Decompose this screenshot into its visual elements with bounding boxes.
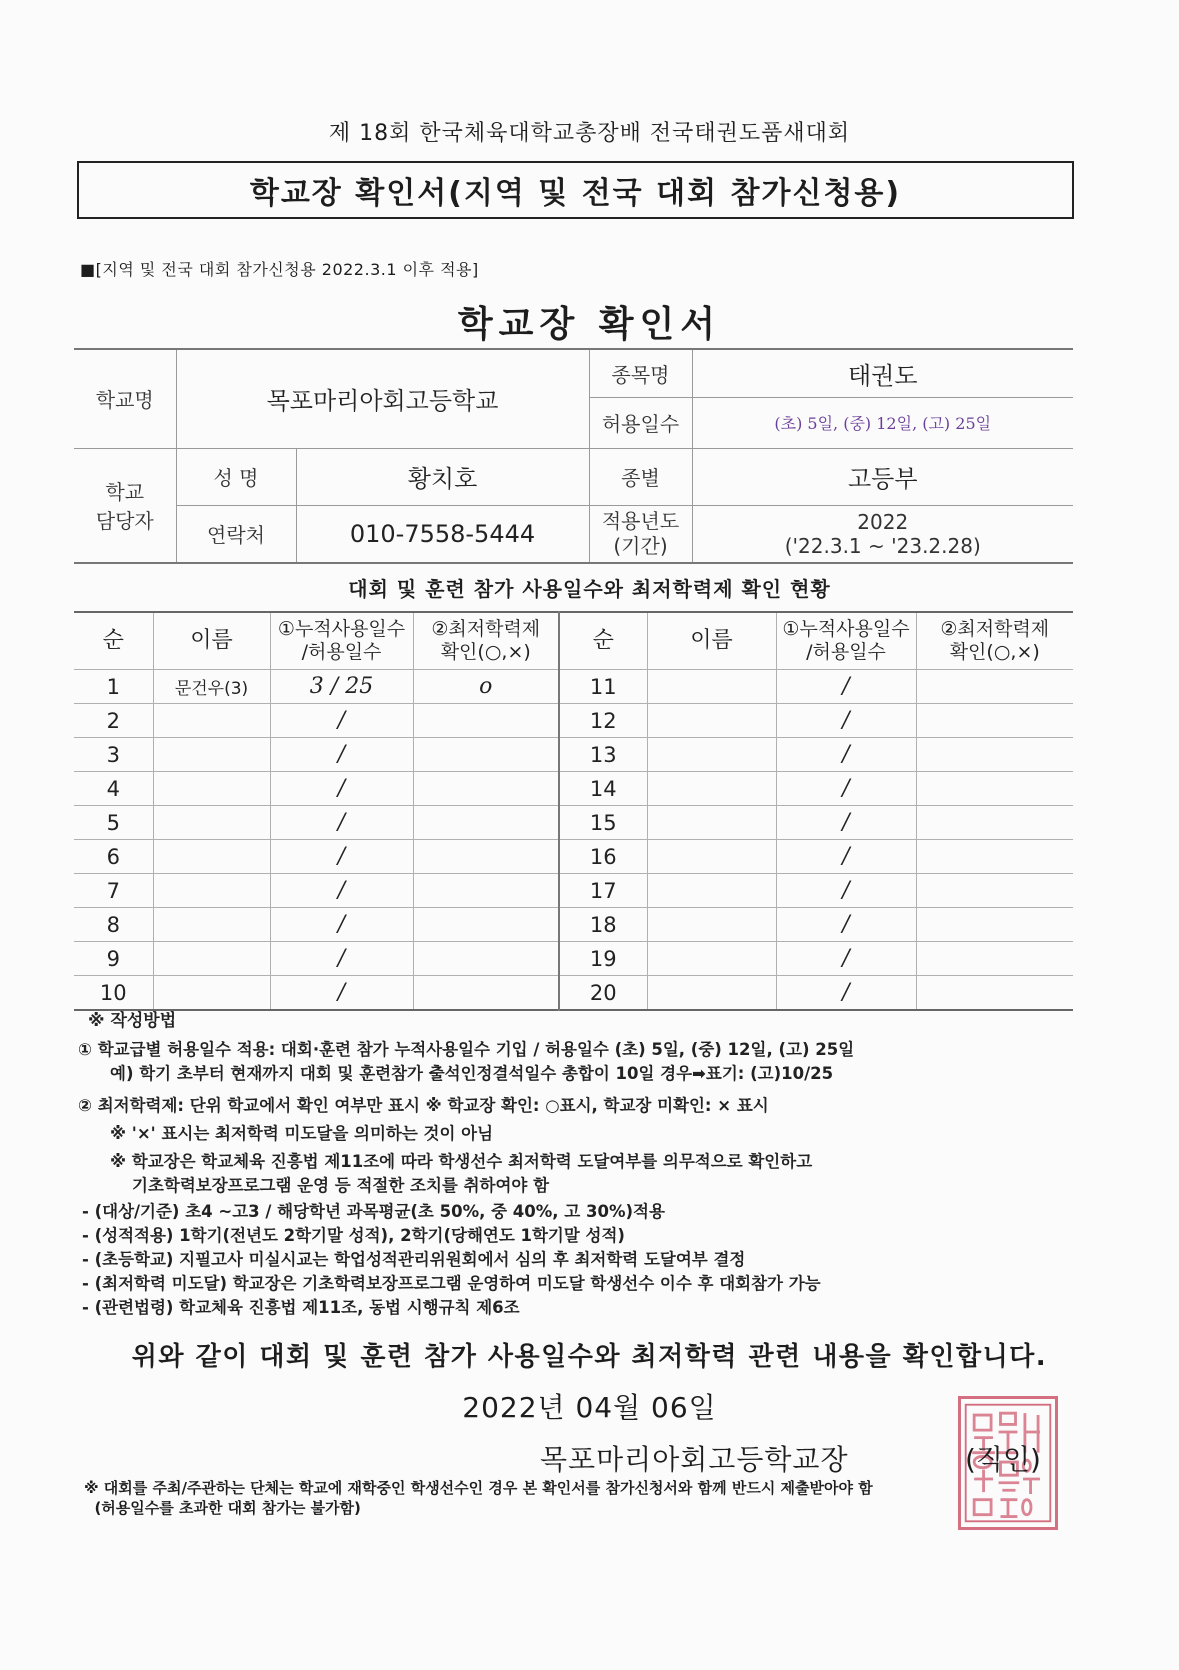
row-no: 18: [559, 908, 647, 942]
row-used-days: /: [776, 942, 916, 976]
row-used-days: /: [776, 874, 916, 908]
method-line: ① 학교급별 허용일수 적용: 대회·훈련 참가 누적사용일수 기입 / 허용일수 (초) 5일, (중) 12일, (고) 25일: [78, 1040, 855, 1059]
document-title-box: [77, 161, 1074, 219]
status-table: [74, 611, 1073, 1011]
header-no-right: 순: [559, 612, 647, 670]
row-no: 12: [559, 704, 647, 738]
row-min-academic: [413, 772, 559, 806]
row-name: [153, 704, 270, 738]
sport-value: 태권도: [692, 349, 1073, 397]
school-info-table: [74, 348, 1073, 564]
row-used-days: /: [776, 976, 916, 1011]
row-min-academic: [916, 874, 1073, 908]
table-row: [74, 772, 1073, 806]
table-row: [74, 840, 1073, 874]
sport-label: 종목명: [589, 349, 692, 397]
table-row: [74, 942, 1073, 976]
main-title: 학교장 확인서: [457, 304, 722, 345]
manager-name-value: 황치호: [296, 448, 589, 505]
row-min-academic: [413, 840, 559, 874]
manager-label: 학교 담당자: [74, 448, 176, 563]
footer-line: ※ 대회를 주최/주관하는 단체는 학교에 재학중인 학생선수인 경우 본 확인서를 참가신청서와 함께 반드시 제출받아야 함: [84, 1479, 873, 1497]
row-no: 4: [74, 772, 153, 806]
period-value: ('22.3.1 ~ '23.2.28): [784, 533, 981, 558]
row-used-days: /: [776, 670, 916, 704]
footer-line: (허용일수를 초과한 대회 참가는 불가함): [84, 1499, 361, 1517]
school-name-label: 학교명: [74, 349, 176, 448]
allowed-days-value: (초) 5일, (중) 12일, (고) 25일: [692, 397, 1073, 448]
row-name: 문건우(3): [153, 670, 270, 704]
row-no: 9: [74, 942, 153, 976]
row-used-days: /: [270, 942, 413, 976]
row-used-days: /: [270, 874, 413, 908]
header-min-academic-left: ②최저학력제 확인(○,×): [413, 612, 559, 670]
header-used-days-left: ①누적사용일수 /허용일수: [270, 612, 413, 670]
year-cell: [692, 505, 1073, 563]
row-min-academic: [413, 806, 559, 840]
method-line: ※ 학교장은 학교체육 진흥법 제11조에 따라 학생선수 최저학력 도달여부를 의무적으로 확인하고: [110, 1152, 813, 1171]
row-min-academic: [413, 976, 559, 1011]
row-used-days: /: [776, 704, 916, 738]
table-row: [74, 670, 1073, 704]
status-title: 대회 및 훈련 참가 사용일수와 최저학력제 확인 현황: [348, 577, 831, 601]
row-no: 15: [559, 806, 647, 840]
method-line: 기초학력보장프로그램 운영 등 적절한 조치를 취하여야 함: [132, 1176, 550, 1195]
row-no: 10: [74, 976, 153, 1011]
table-row: [74, 704, 1073, 738]
row-no: 19: [559, 942, 647, 976]
row-no: 8: [74, 908, 153, 942]
row-used-days: /: [776, 840, 916, 874]
row-name: [647, 806, 776, 840]
row-min-academic: o: [413, 670, 559, 704]
row-name: [647, 942, 776, 976]
event-title: 제 18회 한국체육대학교총장배 전국태권도품새대회: [328, 121, 851, 146]
row-no: 5: [74, 806, 153, 840]
date: 2022년 04월 06일: [462, 1391, 717, 1424]
row-name: [153, 772, 270, 806]
header-min-academic-right: ②최저학력제 확인(○,×): [916, 612, 1073, 670]
row-name: [153, 840, 270, 874]
year-value: 2022: [857, 509, 909, 534]
row-min-academic: [413, 738, 559, 772]
row-used-days: /: [270, 738, 413, 772]
row-no: 1: [74, 670, 153, 704]
row-no: 3: [74, 738, 153, 772]
row-min-academic: [916, 772, 1073, 806]
row-used-days: /: [270, 976, 413, 1011]
row-min-academic: [916, 738, 1073, 772]
row-no: 17: [559, 874, 647, 908]
method-line: ② 최저학력제: 단위 학교에서 확인 여부만 표시 ※ 학교장 확인: ○표시, 학교장 미확인: × 표시: [78, 1096, 769, 1115]
row-used-days: /: [776, 772, 916, 806]
row-min-academic: [916, 840, 1073, 874]
row-no: 20: [559, 976, 647, 1011]
footer-note: [84, 1478, 873, 1518]
header-name-left: 이름: [153, 612, 270, 670]
apply-note: ■[지역 및 전국 대회 참가신청용 2022.3.1 이후 적용]: [80, 260, 479, 279]
row-name: [647, 670, 776, 704]
row-name: [647, 908, 776, 942]
table-row: [74, 874, 1073, 908]
contact-value: 010-7558-5444: [296, 505, 589, 563]
row-name: [153, 908, 270, 942]
row-no: 2: [74, 704, 153, 738]
header-no-left: 순: [74, 612, 153, 670]
row-min-academic: [413, 908, 559, 942]
row-min-academic: [916, 806, 1073, 840]
row-name: [647, 704, 776, 738]
confirm-sentence: 위와 같이 대회 및 훈련 참가 사용일수와 최저학력 관련 내용을 확인합니다.: [131, 1342, 1048, 1372]
row-no: 6: [74, 840, 153, 874]
row-name: [153, 942, 270, 976]
principal-name: 목포마리아회고등학교장: [540, 1443, 849, 1476]
row-name: [647, 738, 776, 772]
method-line: ※ '×' 표시는 최저학력 미도달을 의미하는 것이 아님: [110, 1124, 494, 1143]
method-line: - (성적적용) 1학기(전년도 2학기말 성적), 2학기(당해연도 1학기말 성적): [82, 1226, 625, 1245]
row-min-academic: [916, 908, 1073, 942]
row-no: 11: [559, 670, 647, 704]
table-row: [74, 738, 1073, 772]
row-min-academic: [413, 874, 559, 908]
row-name: [647, 772, 776, 806]
row-min-academic: [916, 976, 1073, 1011]
status-rows: [74, 670, 1073, 1011]
row-name: [153, 976, 270, 1011]
row-name: [153, 738, 270, 772]
row-used-days: 3 / 25: [270, 670, 413, 704]
method-line: - (대상/기준) 초4 ~고3 / 해당학년 과목평균(초 50%, 중 40%, 고 30%)적용: [82, 1202, 665, 1221]
row-min-academic: [916, 670, 1073, 704]
row-used-days: /: [270, 840, 413, 874]
row-name: [153, 874, 270, 908]
category-label: 종별: [589, 448, 692, 505]
row-min-academic: [413, 704, 559, 738]
row-min-academic: [413, 942, 559, 976]
header-name-right: 이름: [647, 612, 776, 670]
category-value: 고등부: [692, 448, 1073, 505]
method-line: - (초등학교) 지필고사 미실시교는 학업성적관리위원회에서 심의 후 최저학력 도달여부 결정: [82, 1250, 746, 1269]
seal-label: (직인): [965, 1443, 1041, 1476]
table-row: [74, 908, 1073, 942]
method-line: - (관련법령) 학교체육 진흥법 제11조, 동법 시행규칙 제6조: [82, 1298, 520, 1317]
row-used-days: /: [270, 772, 413, 806]
row-used-days: /: [270, 806, 413, 840]
row-min-academic: [916, 942, 1073, 976]
row-no: 14: [559, 772, 647, 806]
row-name: [647, 840, 776, 874]
school-name-value: 목포마리아회고등학교: [176, 349, 589, 448]
method-line: - (최저학력 미도달) 학교장은 기초학력보장프로그램 운영하여 미도달 학생선수 이수 후 대회참가 가능: [82, 1274, 821, 1293]
row-min-academic: [916, 704, 1073, 738]
allowed-days-label: 허용일수: [589, 397, 692, 448]
method-line: 예) 학기 초부터 현재까지 대회 및 훈련참가 출석인정결석일수 총합이 10일 경우➡표기: (고)10/25: [110, 1064, 834, 1083]
row-used-days: /: [270, 704, 413, 738]
row-used-days: /: [776, 806, 916, 840]
row-no: 7: [74, 874, 153, 908]
row-name: [647, 874, 776, 908]
year-label: 적용년도 (기간): [589, 505, 692, 563]
document-title: 학교장 확인서(지역 및 전국 대회 참가신청용): [249, 176, 902, 211]
row-no: 13: [559, 738, 647, 772]
table-row: [74, 806, 1073, 840]
row-used-days: /: [776, 738, 916, 772]
header-used-days-right: ①누적사용일수 /허용일수: [776, 612, 916, 670]
row-name: [647, 976, 776, 1011]
table-row: [74, 976, 1073, 1011]
row-used-days: /: [776, 908, 916, 942]
name-label: 성 명: [176, 448, 296, 505]
method-heading: ※ 작성방법: [88, 1011, 177, 1031]
row-name: [153, 806, 270, 840]
contact-label: 연락처: [176, 505, 296, 563]
row-no: 16: [559, 840, 647, 874]
row-used-days: /: [270, 908, 413, 942]
